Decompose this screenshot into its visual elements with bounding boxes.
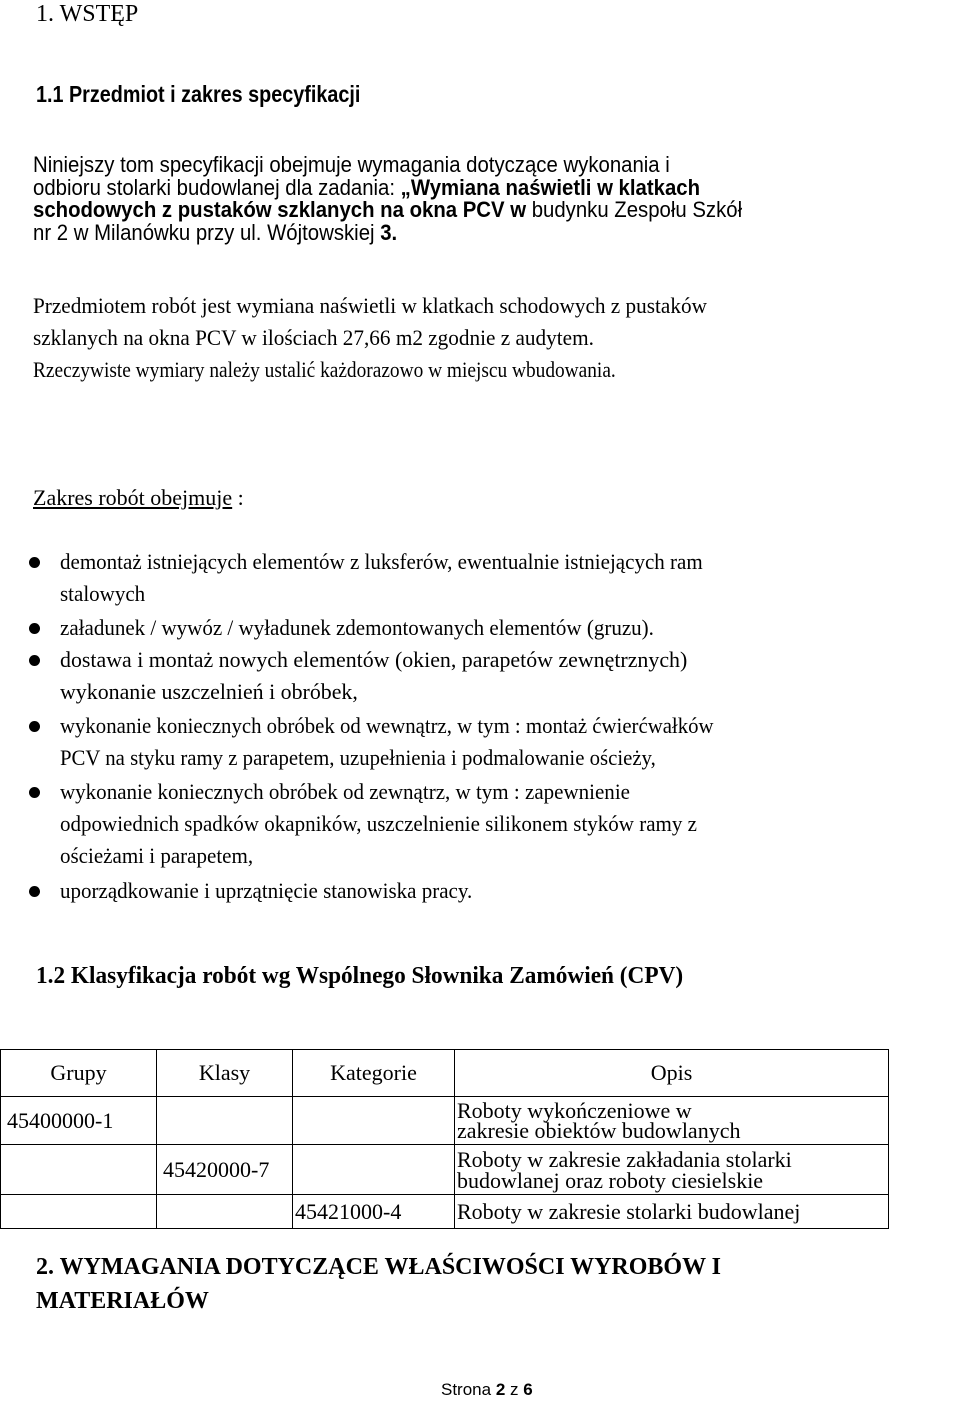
works-heading	[33, 484, 244, 512]
table-header-row	[1, 1050, 889, 1097]
task-name-text: 3.	[380, 219, 398, 245]
works-heading-text: Zakres robót obejmuje	[33, 485, 233, 510]
class-cell	[157, 1195, 293, 1229]
section-2-heading-line: 2. WYMAGANIA DOTYCZĄCE WŁAŚCIWOŚCI WYROBÓW I	[36, 1254, 722, 1280]
description-line: budowlanej oraz roboty ciesielskie	[457, 1167, 764, 1193]
list-item-text: PCV na styku ramy z parapetem, uzupełnienia i podmalowanie ościeży,	[60, 745, 656, 770]
bullet-icon	[29, 655, 40, 666]
bullet-icon	[29, 721, 40, 732]
section-2-heading	[36, 1250, 721, 1318]
intro-line	[33, 174, 884, 200]
intro-line	[33, 219, 884, 245]
table-row	[1, 1145, 889, 1195]
total-pages-number: 6	[523, 1380, 533, 1399]
list-item-text: wykonanie uszczelnień i obróbek,	[60, 679, 358, 704]
class-cell	[157, 1097, 293, 1145]
task-name-text: schodowych z pustaków szklanych na okna PCV w	[33, 197, 532, 222]
section-1-heading: 1. WSTĘP	[36, 1, 139, 27]
category-cell: 45421000-4	[293, 1195, 455, 1229]
task-name-text: budynku Zespołu Szkół	[531, 197, 743, 222]
scope-paragraph	[33, 290, 731, 354]
bullet-icon	[29, 787, 40, 798]
list-item-text: wykonanie koniecznych obróbek od zewnątrz, w tym : zapewnienie	[60, 779, 630, 804]
list-item-text: załadunek / wywóz / wyładunek zdemontowanych elementów (gruzu).	[60, 615, 654, 640]
list-item-text: ościeżami i parapetem,	[60, 843, 254, 868]
list-item-text: uporządkowanie i uprzątnięcie stanowiska pracy.	[60, 878, 473, 903]
class-cell: 45420000-7	[157, 1145, 293, 1195]
intro-paragraph	[33, 154, 953, 244]
intro-line: Niniejszy tom specyfikacji obejmuje wymagania dotyczące wykonania i	[33, 152, 670, 177]
description-line: Roboty w zakresie zakładania stolarki	[457, 1146, 792, 1172]
bullet-icon	[29, 623, 40, 634]
description-line: zakresie obiektów budowlanych	[457, 1117, 741, 1143]
scope-note: Rzeczywiste wymiary należy ustalić każdorazowo w miejscu wbudowania.	[33, 357, 616, 382]
bullet-icon	[29, 557, 40, 568]
description-cell: Roboty w zakresie stolarki budowlanej	[455, 1195, 889, 1229]
intro-line	[33, 199, 884, 222]
table-row	[1, 1195, 889, 1229]
section-1-2-heading: 1.2 Klasyfikacja robót wg Wspólnego Słownika Zamówień (CPV)	[36, 963, 684, 989]
section-1-1-heading: 1.1 Przedmiot i zakres specyfikacji	[36, 81, 361, 107]
task-name-text: „Wymiana naświetli w klatkach	[400, 174, 701, 200]
list-item-text: dostawa i montaż nowych elementów (okien, parapetów zewnętrznych)	[60, 647, 688, 672]
list-item-text: wykonanie koniecznych obróbek od wewnątrz, w tym : montaż ćwierćwałków	[60, 713, 714, 738]
current-page-number: 2	[495, 1380, 506, 1399]
section-2-heading-line: MATERIAŁÓW	[36, 1288, 209, 1314]
description-line: Roboty wykończeniowe w	[457, 1097, 692, 1123]
group-cell	[1, 1145, 157, 1195]
footer-label: Strona	[441, 1380, 496, 1399]
footer-of: z	[505, 1380, 524, 1399]
group-cell	[1, 1195, 157, 1229]
list-item-text: demontaż istniejących elementów z luksferów, ewentualnie istniejących ram	[60, 549, 703, 574]
header-cell: Grupy	[1, 1050, 157, 1097]
category-cell	[293, 1097, 455, 1145]
list-item-text: stalowych	[60, 581, 146, 606]
list-item-text: odpowiednich spadków okapników, uszczelnienie silikonem styków ramy z	[60, 811, 697, 836]
header-cell: Opis	[455, 1050, 889, 1097]
scope-line: Przedmiotem robót jest wymiana naświetli w klatkach schodowych z pustaków	[33, 293, 707, 318]
group-cell: 45400000-1	[1, 1097, 157, 1145]
works-heading-suffix: :	[232, 485, 244, 510]
description-cell	[455, 1097, 889, 1145]
scope-line: szklanych na okna PCV w ilościach 27,66 m2 zgodnie z audytem.	[33, 325, 594, 350]
cpv-table	[0, 1049, 889, 1229]
bullet-icon	[29, 886, 40, 897]
header-cell: Kategorie	[293, 1050, 455, 1097]
page-footer	[441, 1380, 533, 1400]
task-name-text: nr 2 w Milanówku przy ul. Wójtowskiej	[33, 219, 381, 245]
description-cell	[455, 1145, 889, 1195]
table-row	[1, 1097, 889, 1145]
intro-text: odbioru stolarki budowlanej dla zadania:	[33, 174, 401, 200]
header-cell: Klasy	[157, 1050, 293, 1097]
category-cell	[293, 1145, 455, 1195]
